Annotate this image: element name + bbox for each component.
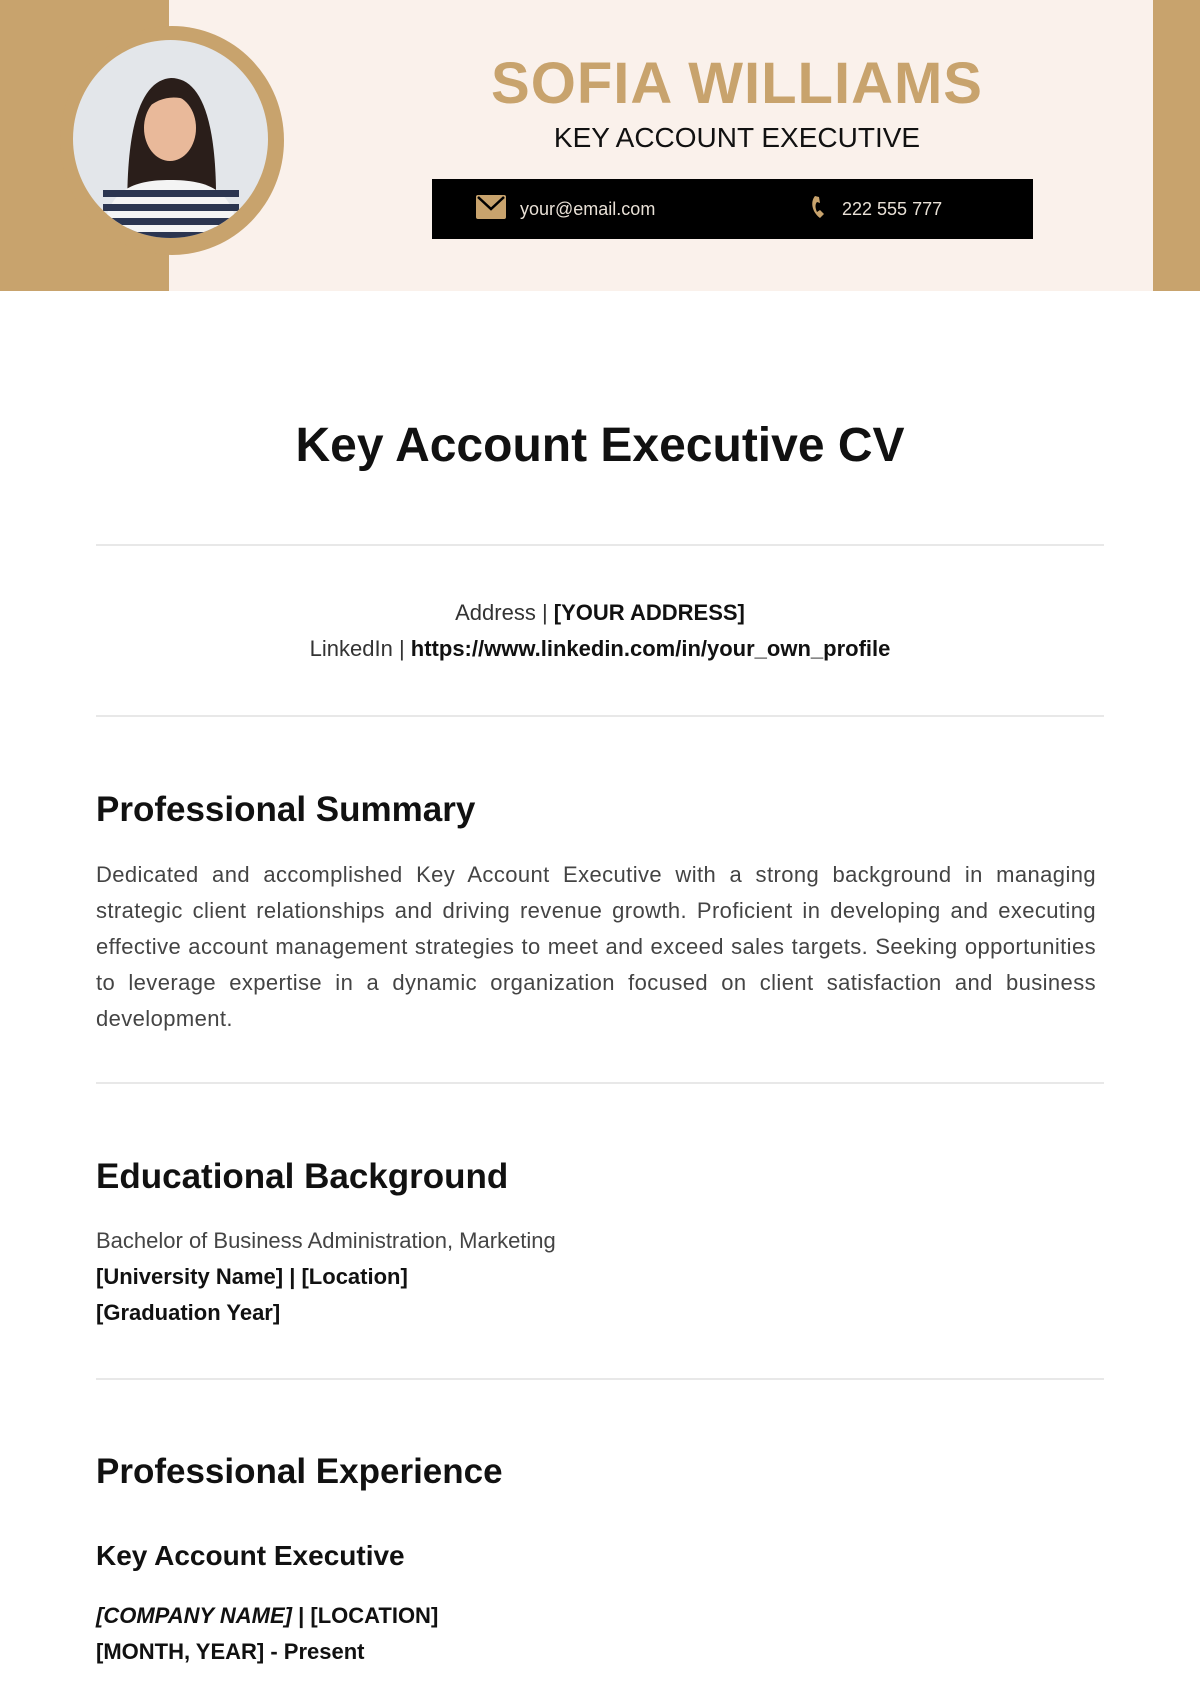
job-title: Key Account Executive: [96, 1540, 405, 1571]
phone-text[interactable]: 222 555 777: [842, 198, 943, 219]
address-line: [0, 600, 1200, 626]
university: [University Name]: [96, 1264, 284, 1289]
company-line: [96, 1603, 438, 1629]
education-location: [Location]: [301, 1264, 408, 1289]
education-heading: Educational Background: [96, 1157, 509, 1196]
contact-bar: [432, 179, 1033, 239]
right-accent-bar: [1153, 0, 1200, 291]
degree: Bachelor of Business Administration, Marketing: [96, 1228, 556, 1253]
divider: [96, 1378, 1104, 1380]
experience-heading: Professional Experience: [96, 1452, 503, 1491]
address-label: Address: [455, 600, 536, 625]
phone-item: [810, 179, 942, 239]
separator: |: [298, 1603, 305, 1628]
separator: |: [398, 636, 405, 661]
linkedin-label: LinkedIn: [309, 636, 393, 661]
separator: |: [541, 600, 548, 625]
phone-icon: [810, 194, 828, 225]
linkedin-link[interactable]: https://www.linkedin.com/in/your_own_profile: [410, 636, 891, 661]
job-dates: [MONTH, YEAR] - Present: [96, 1639, 365, 1664]
candidate-role: KEY ACCOUNT EXECUTIVE: [553, 122, 921, 153]
divider: [96, 1082, 1104, 1084]
email-item: [476, 179, 655, 239]
separator: |: [289, 1264, 296, 1289]
summary-heading: Professional Summary: [96, 790, 476, 829]
candidate-name: SOFIA WILLIAMS: [491, 51, 983, 116]
linkedin-line: [0, 636, 1200, 662]
divider: [96, 715, 1104, 717]
header-banner: [0, 0, 1200, 291]
company-name: [COMPANY NAME]: [96, 1603, 292, 1628]
email-text[interactable]: your@email.com: [520, 198, 656, 219]
address-value: [YOUR ADDRESS]: [553, 600, 745, 625]
divider: [96, 544, 1104, 546]
university-line: [96, 1264, 408, 1290]
envelope-icon: [476, 195, 506, 224]
graduation-year: [Graduation Year]: [96, 1300, 281, 1325]
document-title: Key Account Executive CV: [295, 419, 905, 472]
profile-photo: [73, 40, 268, 238]
summary-text: Dedicated and accomplished Key Account Executive with a strong background in managing strategic client relationships and driving revenue growth. Proficient in developing and executing effective account management strategies to meet and exceed sales targets. Seeking opportunities to leverage expertise in a dynamic organization focused on client satisfaction and business development.: [96, 862, 1096, 1031]
job-location: [LOCATION]: [310, 1603, 439, 1628]
